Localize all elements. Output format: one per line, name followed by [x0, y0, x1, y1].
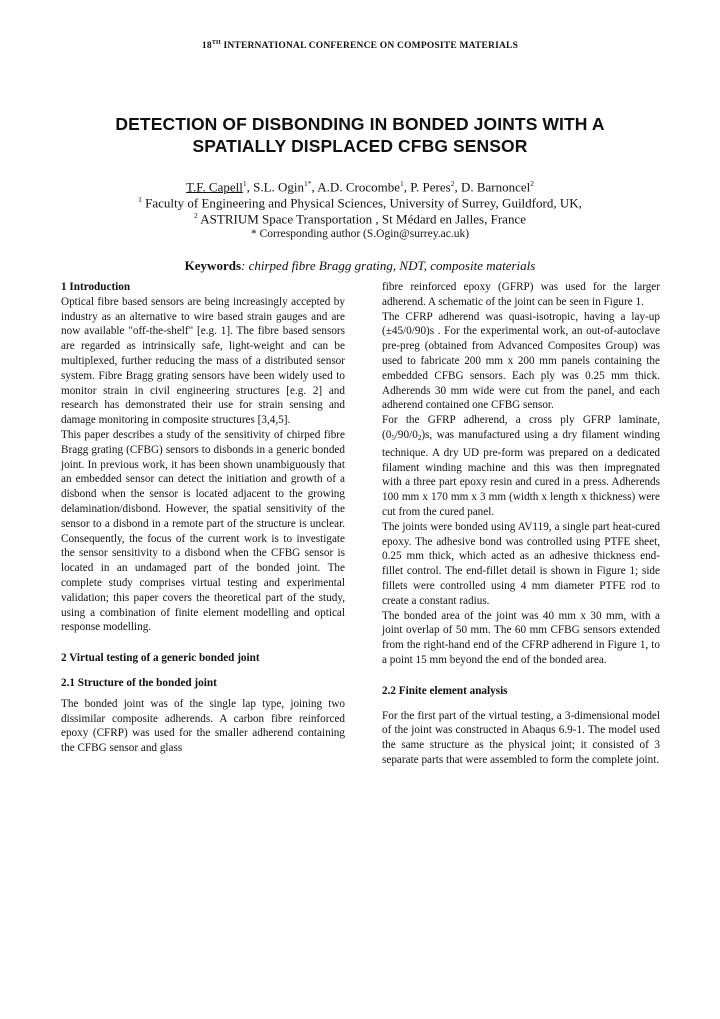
author-list: T.F. Capell$^1$, S.L. Ogin$^{1*}$, A.D. Crocombe$^1$, P. Peres$^2$, D. Barnoncel$^2$: [185, 179, 534, 195]
author-capell: T.F. Capell: [185, 179, 243, 195]
fea-paragraph: For the first part of the virtual testing, a 3-dimensional model of the joint was constructed in Abaqus 6.9-1. The model used the same structure as the physical joint; it consisted of 3 separate parts that were assembled to form the complete joint.: [382, 709, 660, 766]
section-heading-introduction: 1 Introduction: [61, 281, 131, 293]
keywords-line: Keywords: chirped fibre Bragg grating, NDT, composite materials: [184, 258, 536, 273]
bonded-area-paragraph: The bonded area of the joint was 40 mm x 30 mm, with a joint overlap of 50 mm. The 60 mm CFBG sensors extended from the right-hand end of the CFRP adherend in Figure 1, to a point 15 mm beyond the end of the bonded area.: [382, 609, 660, 666]
structure-paragraph-cont: fibre reinforced epoxy (GFRP) was used for the larger adherend. A schematic of the joint can be seen in Figure 1.: [382, 281, 660, 308]
left-column: [61, 280, 345, 756]
bonding-paragraph: The joints were bonded using AV119, a single part heat-cured epoxy. The adhesive bond was controlled using PTFE sheet, 0.25 mm thick, which acted as an adhesive thickness end-fillet control. The end-fillet detail is shown in Figure 1; side fillets were controlled using 4 mm diameter PTFE rod to create a constant radius.: [382, 520, 660, 607]
section-heading-virtual-testing: 2 Virtual testing of a generic bonded joint: [61, 652, 260, 665]
title-line-2: SPATIALLY DISPLACED CFBG SENSOR: [192, 136, 528, 156]
title-line-1: DETECTION OF DISBONDING IN BONDED JOINTS WITH A: [115, 114, 605, 134]
subsection-heading-fea: 2.2 Finite element analysis: [382, 684, 508, 697]
author-peres: , P. Peres: [403, 179, 451, 195]
running-header: 18TH INTERNATIONAL CONFERENCE ON COMPOSITE MATERIALS: [201, 40, 519, 52]
affiliation-1: $^1$ Faculty of Engineering and Physical Sciences, University of Surrey, Guildford, UK,: [138, 195, 582, 211]
corresponding-author: * Corresponding author (S.Ogin@surrey.ac.uk): [250, 228, 470, 240]
intro-paragraph-2: This paper describes a study of the sensitivity of chirped fibre Bragg grating (CFBG) sensors to disbonds in a generic bonded joint. In previous work, it has been shown unambiguously that an embedded sensor can detect the initiation and growth of a disbond when the sensor is located adjacent to the growing delamination/disbond. However, the spatial sensitivity of the sensor to a disbond in a remote part of the structure is unclear. Consequently, the focus of the current work is to investigate the sensor sensitivity to a disbond when the CFBG sensor is located in an undamaged part of the bonded joint. The complete study comprises virtual testing and experimental validation; this paper covers the theoretical part of the study, using a combination of finite element modelling and optical response modelling.: [61, 428, 345, 634]
gfrp-paragraph: For the GFRP adherend, a cross ply GFRP laminate, $(0_5/90/0_2)s$, was manufactured using a dry filament winding technique. A dry UD pre-form was prepared on a dedicated filament winding machine and this was then impregnated with a three part epoxy resin and cured in a press. Adherends 100 mm x 170 mm x 3 mm (width x length x thickness) were cut from the cured panel.: [382, 414, 660, 518]
cfrp-paragraph: The CFRP adherend was quasi-isotropic, having a lay-up (±45/0/90)s . For the experimental work, an out-of-autoclave pre-preg (obtained from Advanced Composites Group) was used to fabricate 200 mm x 200 mm panels containing the embedded CFBG sensors. Each ply was 0.25 mm thick. Adherends 30 mm wide were cut from the panel, and each adherend contained one CFBG sensor.: [382, 310, 660, 412]
affiliation-2: $^2$ ASTRIUM Space Transportation , St Médard en Jalles, France: [194, 211, 526, 227]
author-ogin: , S.L. Ogin: [246, 179, 305, 195]
subsection-heading-structure: 2.1 Structure of the bonded joint: [61, 676, 217, 689]
paper-title: [60, 113, 660, 157]
structure-paragraph: The bonded joint was of the single lap type, joining two dissimilar composite adherends. A carbon fibre reinforced epoxy (CFRP) was used for the smaller adherend containing the CFBG sensor and glass: [61, 697, 345, 755]
author-crocombe: , A.D. Crocombe: [311, 179, 400, 195]
author-barnoncel: , D. Barnoncel: [454, 179, 531, 195]
right-column: [382, 280, 660, 768]
keywords-text: chirped fibre Bragg grating, NDT, composite materials: [248, 258, 536, 273]
intro-paragraph-1: Optical fibre based sensors are being increasingly accepted by industry as an alternative to wire based strain gauges and are now available "off-the-shelf" [e.g. 1]. The fibre based sensors are regarded as intrinsically safe, light-weight and can be multiplexed, further reducing the mass of a distributed sensor system. Fibre Bragg grating sensors have been widely used to monitor strain in civil engineering structures [e.g. 2] and research has demonstrated their use for strain sensing and damage monitoring in composite structures [3,4,5].: [61, 295, 345, 427]
